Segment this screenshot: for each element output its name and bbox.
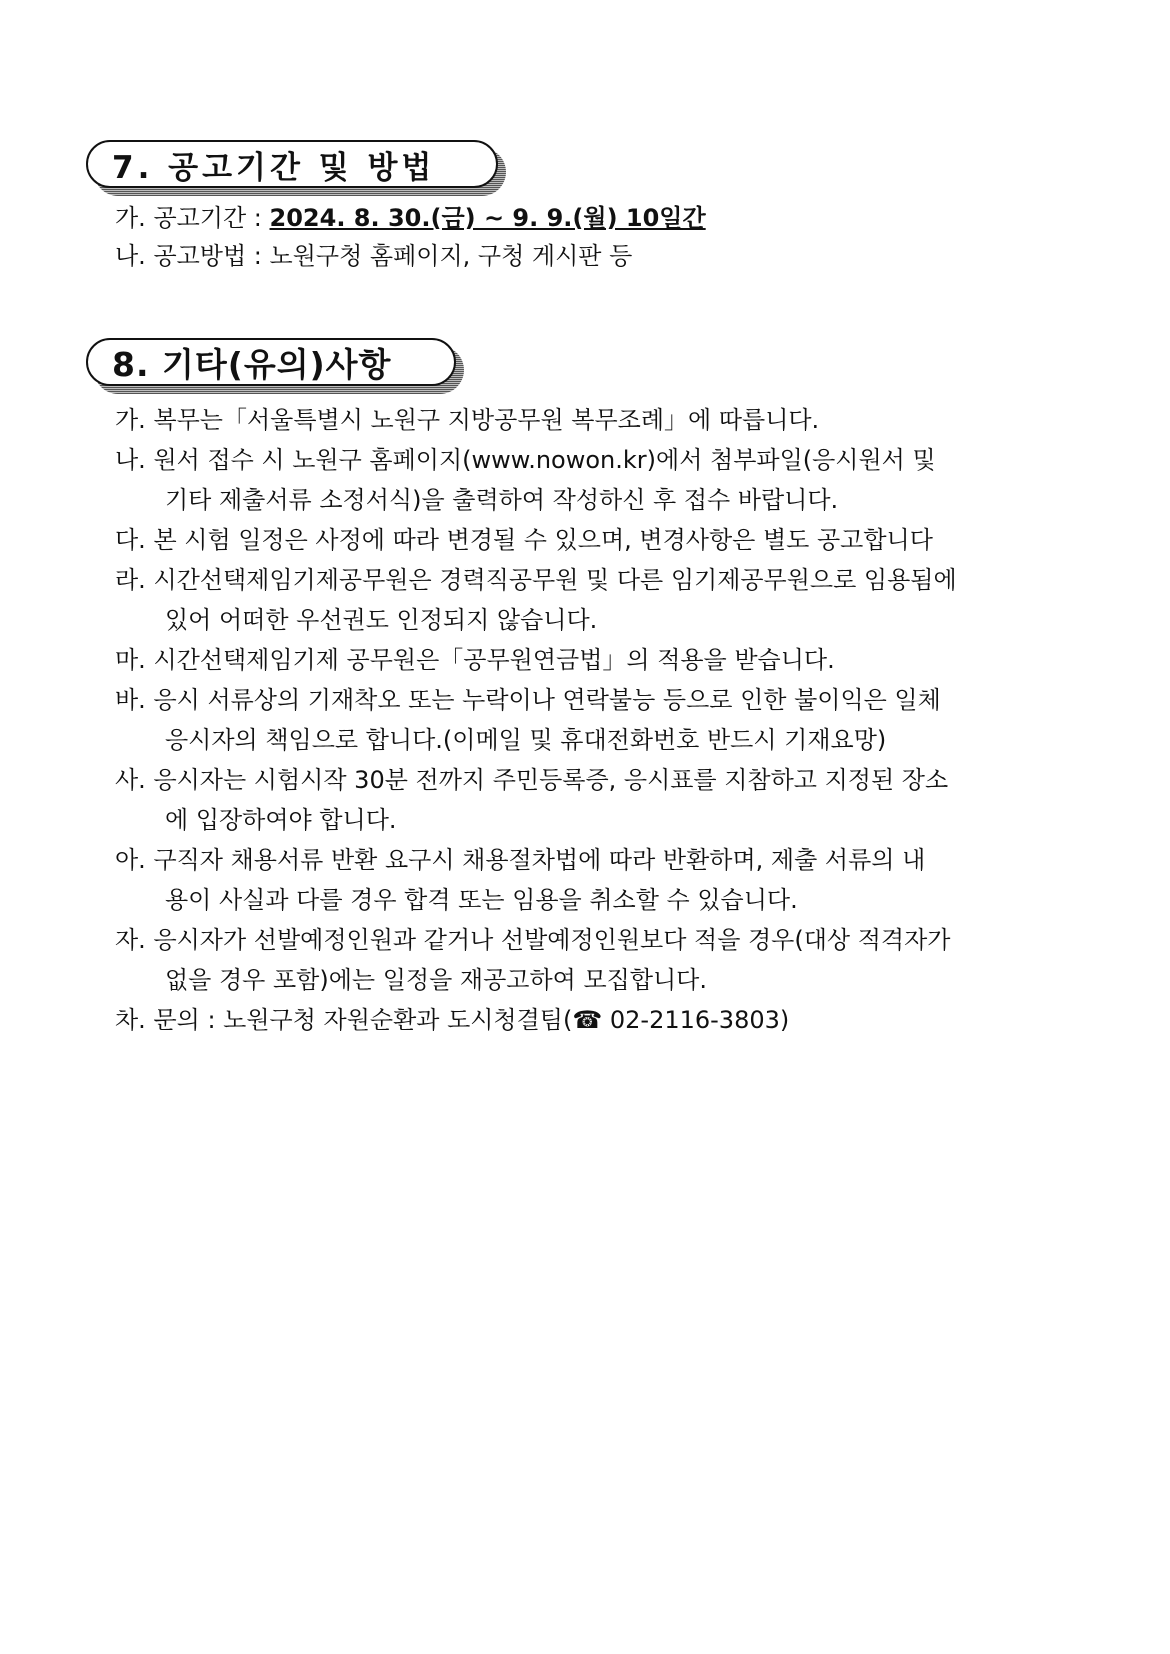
notice-period-value: 2024. 8. 30.(금) ~ 9. 9.(월) 10일간	[269, 204, 706, 232]
section-8-heading	[86, 338, 456, 386]
note-item-continuation: 없을 경우 포함)에는 일정을 재공고하여 모집합니다.	[165, 966, 707, 994]
note-item: 아. 구직자 채용서류 반환 요구시 채용절차법에 따라 반환하며, 제출 서류의 내	[115, 846, 926, 874]
notice-period-item	[115, 198, 706, 238]
contact-item: 차. 문의 : 노원구청 자원순환과 도시청결팀(☎ 02-2116-3803)	[115, 1006, 790, 1034]
note-item-continuation: 응시자의 책임으로 합니다.(이메일 및 휴대전화번호 반드시 기재요망)	[165, 726, 887, 754]
note-item: 사. 응시자는 시험시작 30분 전까지 주민등록증, 응시표를 지참하고 지정된 장소	[115, 766, 949, 794]
notice-method-item	[115, 236, 632, 276]
note-item-continuation: 있어 어떠한 우선권도 인정되지 않습니다.	[165, 606, 598, 634]
notice-method-label: 나. 공고방법 :	[115, 242, 270, 270]
note-item: 다. 본 시험 일정은 사정에 따라 변경될 수 있으며, 변경사항은 별도 공고합니다	[115, 526, 933, 554]
section-7-heading	[86, 140, 498, 188]
note-item: 마. 시간선택제임기제 공무원은「공무원연금법」의 적용을 받습니다.	[115, 646, 835, 674]
note-item-continuation: 용이 사실과 다를 경우 합격 또는 임용을 취소할 수 있습니다.	[165, 886, 798, 914]
note-item: 라. 시간선택제임기제공무원은 경력직공무원 및 다른 임기제공무원으로 임용됨에	[115, 566, 957, 594]
section-7-title: 7. 공고기간 및 방법	[86, 140, 498, 188]
note-item-continuation: 에 입장하여야 합니다.	[165, 806, 397, 834]
notice-period-label: 가. 공고기간 :	[115, 204, 270, 232]
note-item: 자. 응시자가 선발예정인원과 같거나 선발예정인원보다 적을 경우(대상 적격자가	[115, 926, 951, 954]
note-item: 바. 응시 서류상의 기재착오 또는 누락이나 연락불능 등으로 인한 불이익은 일체	[115, 686, 941, 714]
section-8-title: 8. 기타(유의)사항	[86, 338, 456, 386]
note-item: 나. 원서 접수 시 노원구 홈페이지(www.nowon.kr)에서 첨부파일(응시원서 및	[115, 446, 936, 474]
note-item-continuation: 기타 제출서류 소정서식)을 출력하여 작성하신 후 접수 바랍니다.	[165, 486, 839, 514]
notice-method-value: 노원구청 홈페이지, 구청 게시판 등	[269, 242, 633, 270]
note-item: 가. 복무는「서울특별시 노원구 지방공무원 복무조례」에 따릅니다.	[115, 406, 820, 434]
